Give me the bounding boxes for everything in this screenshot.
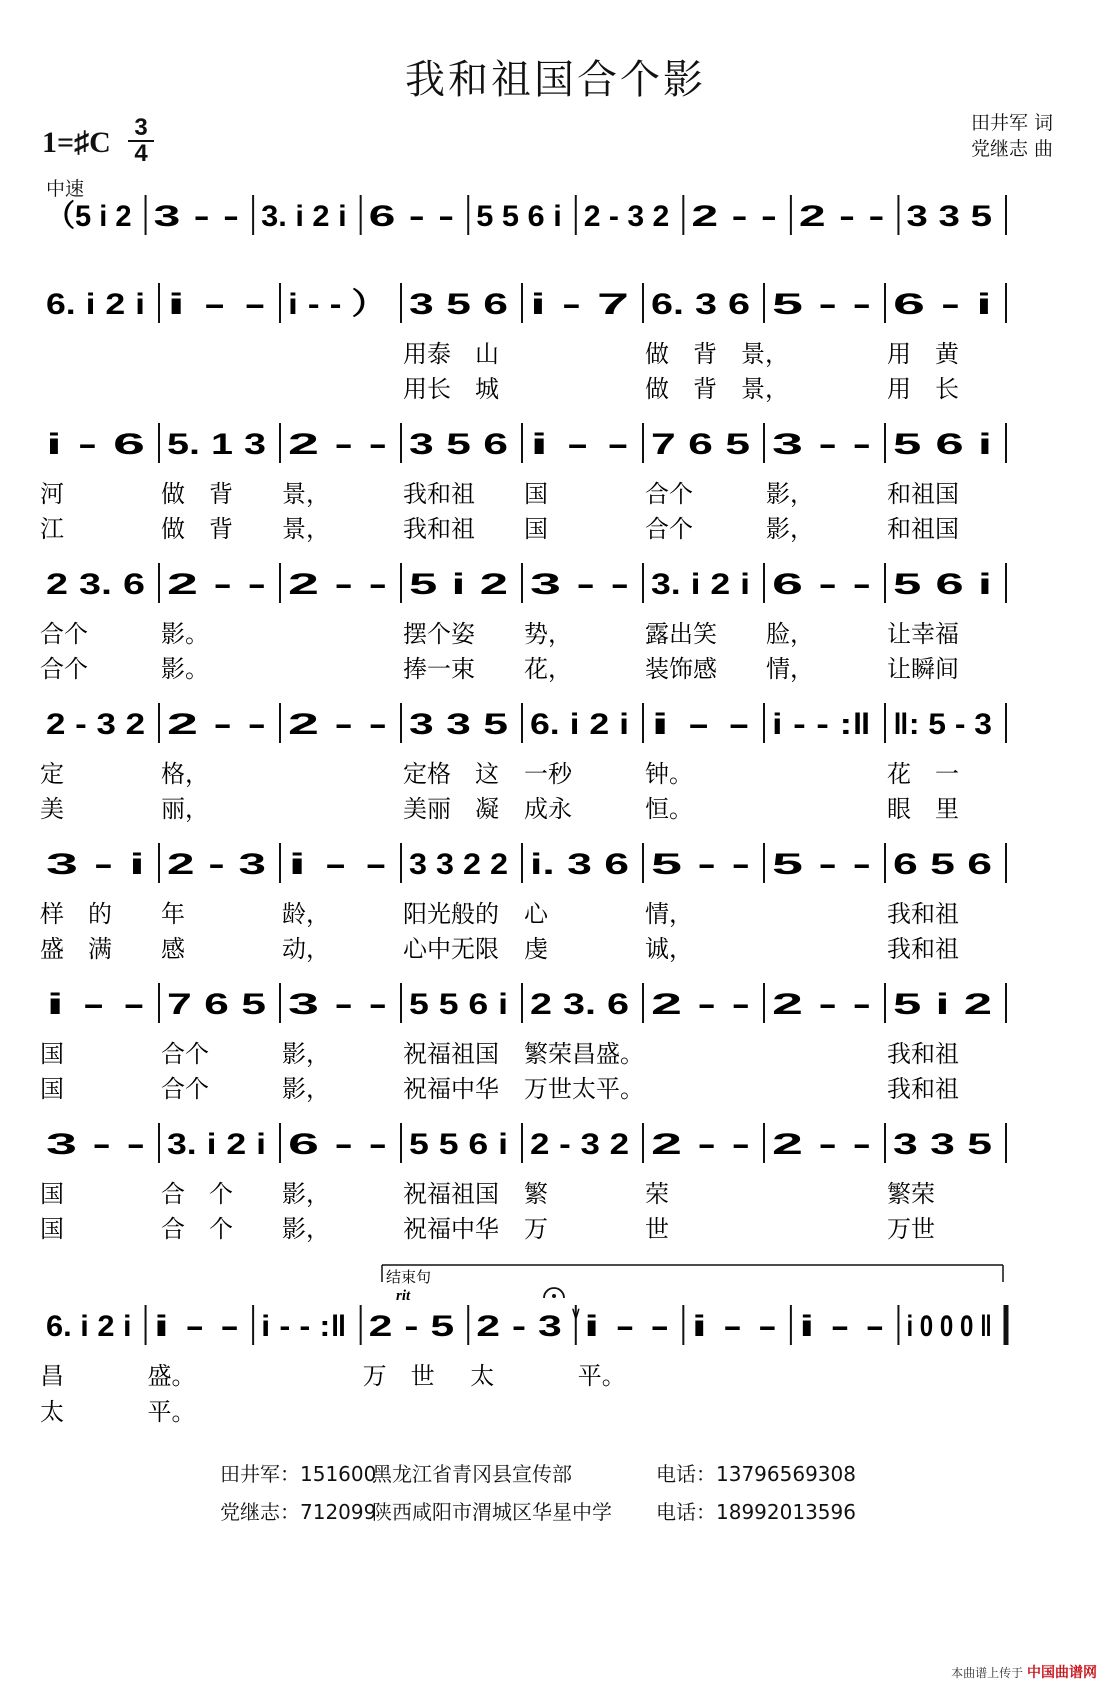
score-system — [40, 1123, 1006, 1243]
measure-notes: 6 - - — [288, 1128, 387, 1161]
lyric-text: 合个 — [40, 655, 88, 683]
lyric-text: 定格 这 — [403, 760, 499, 788]
lyric-text: 让瞬间 — [887, 655, 959, 683]
breath-mark: ∨ — [570, 1303, 582, 1322]
measure-notes: 3 5 6 — [409, 428, 508, 461]
measure-notes: 2 - - — [651, 1128, 750, 1161]
lyric-text: 心中无限 — [403, 935, 499, 963]
measure-notes: 6. i 2 i — [46, 1310, 132, 1343]
measure-notes: 2 - 5 — [368, 1310, 455, 1343]
measure-notes: 2 - 3 2 — [46, 708, 145, 741]
lyric-text: 繁荣昌盛。 — [524, 1040, 644, 1068]
lyric-text: 太 — [40, 1398, 64, 1426]
lyric-text: 繁荣 — [887, 1180, 935, 1208]
measure-notes: i - - — [530, 428, 629, 461]
lyric-text: 丽， — [161, 795, 209, 823]
lyric-text: 捧一束 — [403, 655, 475, 683]
lyric-text: 景， — [282, 515, 330, 543]
lyric-text: 祝福中华 — [403, 1215, 499, 1243]
score-system — [40, 843, 1006, 963]
measure-notes: 5 i 2 — [409, 568, 508, 601]
contact-composer-phone: 电话：18992013596 — [656, 1500, 856, 1524]
contact-composer-addr: 陕西咸阳市渭城区华星中学 — [372, 1500, 612, 1524]
contact-composer-name: 党继志：712099 — [220, 1500, 377, 1524]
measure-notes: i - - :‖ — [772, 708, 871, 741]
lyric-text: 祝福中华 — [403, 1075, 499, 1103]
measure-notes: i - - — [651, 708, 750, 741]
lyric-text: 影， — [282, 1040, 330, 1068]
measure-notes: 3 3 2 2 — [409, 848, 508, 881]
measure-notes: 2 - - — [798, 200, 885, 233]
measure-notes: 5 - - — [651, 848, 750, 881]
measure-notes: 2 - - — [288, 568, 387, 601]
lyric-text: 影。 — [161, 620, 209, 648]
lyric-text: 万 — [524, 1215, 548, 1243]
measure-notes: 3 3 5 — [409, 708, 508, 741]
lyric-text: 荣 — [645, 1180, 669, 1208]
lyric-text: 一秒 — [524, 760, 572, 788]
measure-notes: 3 - i — [46, 848, 145, 881]
lyric-text: 年 — [161, 900, 185, 928]
lyric-text: 万 世 — [362, 1362, 435, 1390]
lyric-text: 做 背 景， — [645, 340, 789, 368]
measure-notes: 6 - - — [772, 568, 871, 601]
lyric-text: 平。 — [577, 1362, 626, 1390]
lyric-text: 用 长 — [887, 375, 959, 403]
lyric-text: 样 的 — [40, 900, 112, 928]
score-system — [40, 423, 1006, 543]
lyric-text: 我和祖 — [887, 1040, 959, 1068]
lyric-text: 国 — [40, 1180, 64, 1208]
lyric-text: 影， — [766, 515, 814, 543]
lyric-text: 国 — [40, 1075, 64, 1103]
lyric-text: 影， — [282, 1215, 330, 1243]
measure-notes: 6. 3 6 — [651, 288, 750, 321]
lyric-text: 做 背 — [161, 515, 233, 543]
measure-notes: i - - ） — [288, 288, 387, 321]
measure-notes: i - - — [691, 1310, 777, 1343]
lyric-text: 做 背 景， — [645, 375, 789, 403]
measure-notes: 5 - - — [772, 288, 871, 321]
measure-notes: 6. i 2 i — [46, 288, 145, 321]
lyric-text: 影， — [282, 1180, 330, 1208]
measure-notes: 2 - - — [167, 568, 266, 601]
lyric-text: 合 个 — [161, 1180, 233, 1208]
lyric-text: 定 — [40, 760, 64, 788]
measure-notes: 2 - - — [772, 988, 871, 1021]
measure-notes: 5 - - — [772, 848, 871, 881]
fermata-dot — [552, 1294, 556, 1298]
measure-notes: 2 - 3 2 — [583, 200, 670, 233]
lyric-text: 国 — [524, 480, 548, 508]
measure-notes: 2 - - — [691, 200, 777, 233]
measure-notes: 6 5 6 — [893, 848, 992, 881]
lyric-text: 盛 满 — [40, 935, 112, 963]
measure-notes: i 0 0 0 ‖ — [906, 1310, 992, 1343]
score-system — [40, 983, 1006, 1103]
lyric-text: 合个 — [645, 480, 693, 508]
lyric-text: 我和祖 — [887, 1075, 959, 1103]
measure-notes: 5. 1 3 — [167, 428, 266, 461]
measure-notes: 6. i 2 i — [530, 708, 629, 741]
measure-notes: 3 - - — [530, 568, 629, 601]
measure-notes: i. 3 6 — [530, 848, 629, 881]
lyric-text: 势， — [524, 620, 572, 648]
lyric-text: 和祖国 — [887, 515, 959, 543]
measure-notes: i - 7 — [530, 288, 629, 321]
lyric-text: 露出笑 — [645, 620, 717, 648]
lyric-text: 影。 — [161, 655, 209, 683]
score-system — [46, 195, 1006, 235]
lyric-text: 阳光般的 — [403, 900, 499, 928]
lyric-text: 合个 — [645, 515, 693, 543]
lyric-text: 我和祖 — [403, 515, 475, 543]
lyric-text: 摆个姿 — [403, 620, 475, 648]
measure-notes: i - - — [167, 288, 266, 321]
measure-notes: 5 5 6 i — [476, 200, 562, 233]
lyric-text: 用泰 山 — [403, 340, 499, 368]
lyric-text: 诚， — [645, 935, 693, 963]
measure-notes: 3. i 2 i — [261, 200, 347, 233]
rit-label: rit — [396, 1288, 411, 1304]
measure-notes: 3 - - — [153, 200, 240, 233]
lyric-text: 装饰感 — [645, 655, 717, 683]
measure-notes: 5 i 2 — [893, 988, 992, 1021]
lyric-text: 成永 — [524, 795, 572, 823]
lyric-text: 影， — [282, 1075, 330, 1103]
measure-notes: 2 - - — [288, 428, 387, 461]
lyric-text: 合个 — [40, 620, 88, 648]
measure-notes: 3. i 2 i — [167, 1128, 266, 1161]
meter-top: 3 — [128, 116, 154, 142]
lyric-text: 动， — [282, 935, 330, 963]
coda-label: 结束句 — [386, 1268, 432, 1286]
lyric-text: 江 — [40, 515, 64, 543]
lyric-text: 用长 城 — [403, 375, 499, 403]
measure-notes: i - - — [153, 1310, 240, 1343]
measure-notes: 5 5 6 i — [409, 1128, 508, 1161]
measure-notes: 3 - - — [288, 988, 387, 1021]
lyric-text: 做 背 — [161, 480, 233, 508]
site-logo[interactable]: 中国曲谱网 — [1027, 1665, 1097, 1681]
measure-notes: （5 i 2 — [46, 200, 132, 233]
lyric-text: 影， — [766, 480, 814, 508]
contact-lyricist-name: 田井军：151600 — [220, 1462, 377, 1486]
lyric-text: 眼 里 — [887, 795, 959, 823]
measure-notes: 3. i 2 i — [651, 568, 750, 601]
measure-notes: 5 6 i — [893, 428, 992, 461]
lyric-text: 繁 — [524, 1180, 548, 1208]
lyric-text: 用 黄 — [887, 340, 959, 368]
measure-notes: 3 3 5 — [906, 200, 992, 233]
lyric-text: 和祖国 — [887, 480, 959, 508]
measure-notes: 2 - 3 — [476, 1310, 562, 1343]
key-signature: 1=♯C — [42, 126, 111, 159]
lyric-text: 盛。 — [147, 1362, 196, 1390]
lyric-text: 美丽 凝 — [403, 795, 499, 823]
measure-notes: 6 - - — [368, 200, 455, 233]
score-system — [40, 1305, 1006, 1426]
lyric-text: 美 — [40, 795, 64, 823]
lyric-text: 合个 — [161, 1040, 209, 1068]
tempo-marking: 中速 — [46, 178, 85, 200]
score-system — [46, 283, 1006, 403]
lyric-text: 龄， — [282, 900, 330, 928]
measure-notes: 5 5 6 i — [409, 988, 508, 1021]
score-system — [40, 703, 1006, 823]
measure-notes: 2 - - — [772, 1128, 871, 1161]
lyric-text: 花 一 — [887, 760, 959, 788]
measure-notes: 5 6 i — [893, 568, 992, 601]
score-systems — [40, 195, 1006, 1426]
lyric-text: 昌 — [40, 1362, 64, 1390]
lyric-text: 情， — [766, 655, 814, 683]
measure-notes: i - 6 — [46, 428, 145, 461]
measure-notes: 2 - - — [167, 708, 266, 741]
lyric-text: 感 — [161, 935, 185, 963]
measure-notes: 6 - i — [893, 288, 992, 321]
measure-notes: i - - — [798, 1310, 885, 1343]
lyric-text: 太 — [470, 1362, 495, 1390]
measure-notes: i - - — [46, 988, 145, 1021]
lyric-text: 我和祖 — [887, 900, 959, 928]
lyric-text: 恒。 — [645, 795, 693, 823]
lyric-text: 世 — [645, 1215, 669, 1243]
lyric-text: 祝福祖国 — [403, 1040, 499, 1068]
contact-lyricist-phone: 电话：13796569308 — [656, 1462, 856, 1486]
measure-notes: 3 3 5 — [893, 1128, 992, 1161]
composer-credit: 党继志 曲 — [970, 138, 1053, 160]
lyric-text: 万世 — [887, 1215, 935, 1243]
lyric-text: 钟。 — [645, 760, 693, 788]
lyric-text: 河 — [40, 480, 64, 508]
measure-notes: 3 - - — [772, 428, 871, 461]
measure-notes: 2 - - — [288, 708, 387, 741]
lyric-text: 让幸福 — [887, 620, 959, 648]
lyric-text: 景， — [282, 480, 330, 508]
lyric-text: 祝福祖国 — [403, 1180, 499, 1208]
lyric-text: 花， — [524, 655, 572, 683]
footer-upload: 本曲谱上传于 — [951, 1666, 1024, 1680]
lyric-text: 情， — [645, 900, 693, 928]
footer-credit — [951, 1662, 1097, 1682]
measure-notes: 2 - - — [651, 988, 750, 1021]
lyric-text: 国 — [40, 1215, 64, 1243]
lyric-text: 万世太平。 — [524, 1075, 644, 1103]
measure-notes: 2 3. 6 — [46, 568, 145, 601]
measure-notes: 7 6 5 — [167, 988, 266, 1021]
measure-notes: i - - — [288, 848, 387, 881]
measure-notes: 2 - 3 2 — [530, 1128, 629, 1161]
measure-notes: 3 5 6 — [409, 288, 508, 321]
measure-notes: 2 - 3 — [167, 848, 266, 881]
lyric-text: 虔 — [524, 935, 548, 963]
measure-notes: 3 - - — [46, 1128, 145, 1161]
lyric-text: 平。 — [147, 1398, 196, 1426]
measure-notes: i - - :‖ — [261, 1310, 347, 1343]
meter-bottom: 4 — [134, 140, 148, 167]
lyric-text: 格， — [161, 760, 209, 788]
lyric-text: 国 — [40, 1040, 64, 1068]
measure-notes: 2 3. 6 — [530, 988, 629, 1021]
lyric-text: 脸， — [766, 620, 814, 648]
lyric-text: 国 — [524, 515, 548, 543]
measure-notes: i - - — [583, 1310, 670, 1343]
measure-notes: ‖: 5 - 3 — [893, 708, 992, 741]
lyric-text: 我和祖 — [403, 480, 475, 508]
lyricist-credit: 田井军 词 — [970, 112, 1053, 134]
contact-lyricist-addr: 黑龙江省青冈县宣传部 — [372, 1462, 572, 1486]
lyric-text: 合个 — [161, 1075, 209, 1103]
measure-notes: 7 6 5 — [651, 428, 750, 461]
lyric-text: 我和祖 — [887, 935, 959, 963]
page-title: 我和祖国合个影 — [405, 57, 706, 103]
lyric-text: 心 — [524, 900, 548, 928]
lyric-text: 合 个 — [161, 1215, 233, 1243]
score-system — [40, 563, 1006, 683]
